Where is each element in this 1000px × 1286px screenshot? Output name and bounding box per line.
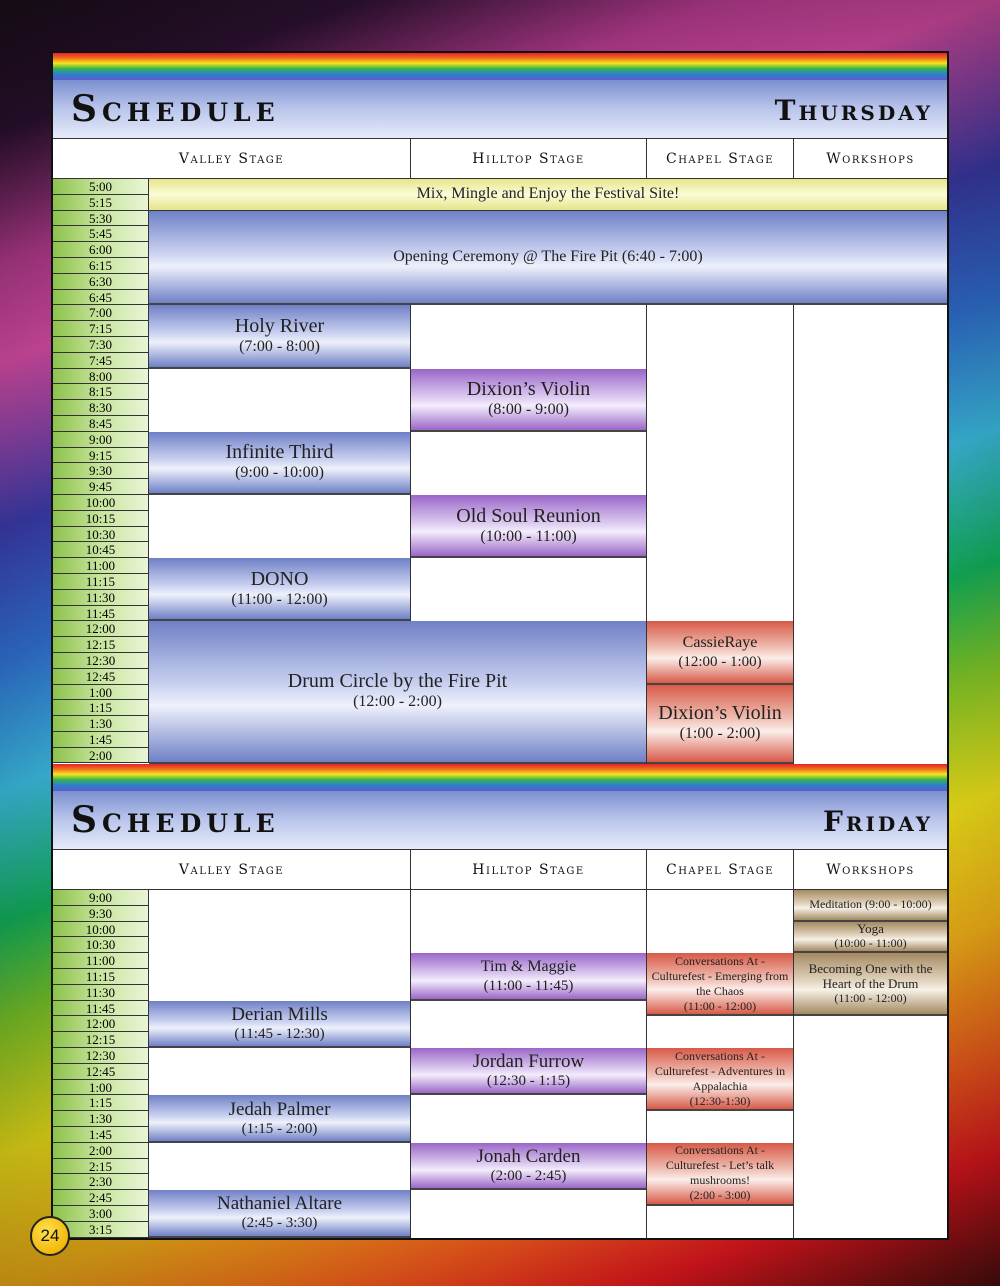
event-time: (11:45 - 12:30) <box>234 1025 325 1042</box>
event-name: Yoga <box>857 921 884 937</box>
stage-header-workshops: Workshops <box>793 139 947 178</box>
time-slot: 7:45 <box>53 353 149 369</box>
event-name: Conversations At - Culturefest - Adventures in Appalachia <box>654 1048 786 1093</box>
event-name: Dixion’s Violin <box>466 378 591 401</box>
time-slot: 12:00 <box>53 621 149 637</box>
time-slot: 11:45 <box>53 606 149 622</box>
event-block <box>411 953 646 1000</box>
event-time: (12:30 - 1:15) <box>486 1073 571 1090</box>
event-block <box>149 1001 410 1048</box>
time-column <box>53 890 149 1238</box>
event-block <box>149 305 410 368</box>
time-slot: 7:00 <box>53 305 149 321</box>
time-slot: 9:15 <box>53 448 149 464</box>
day-title: Friday <box>823 805 933 838</box>
time-slot: 7:30 <box>53 337 149 353</box>
time-slot: 1:45 <box>53 732 149 748</box>
event-name: Becoming One with the Heart of the Drum <box>808 961 933 992</box>
time-slot: 11:00 <box>53 558 149 574</box>
time-slot: 10:45 <box>53 542 149 558</box>
event-time: (12:00 - 2:00) <box>353 693 442 711</box>
event-block <box>647 621 793 684</box>
event-block <box>149 179 947 211</box>
event-name: Opening Ceremony @ The Fire Pit (6:40 - 7:00) <box>393 247 703 265</box>
thursday-grid <box>53 179 947 764</box>
event-block <box>411 1143 646 1190</box>
event-time: (8:00 - 9:00) <box>488 401 569 419</box>
event-name: Drum Circle by the Fire Pit <box>287 670 508 693</box>
event-block <box>149 432 410 495</box>
time-slot: 11:30 <box>53 985 149 1001</box>
stage-header-row <box>53 850 947 890</box>
event-block <box>149 211 947 306</box>
event-name: Conversations At - Culturefest - Let’s talk mushrooms! <box>665 1143 775 1188</box>
time-slot: 5:15 <box>53 195 149 211</box>
time-slot: 2:45 <box>53 1190 149 1206</box>
time-slot: 1:30 <box>53 1111 149 1127</box>
time-slot: 3:15 <box>53 1222 149 1238</box>
title-bar <box>53 80 947 139</box>
event-block <box>647 1048 793 1111</box>
time-slot: 3:00 <box>53 1206 149 1222</box>
time-slot: 1:30 <box>53 716 149 732</box>
schedule-title: Schedule <box>71 88 280 130</box>
time-slot: 9:00 <box>53 432 149 448</box>
stage-header-chapel: Chapel Stage <box>646 850 793 889</box>
thursday-panel <box>53 53 947 764</box>
time-slot: 1:00 <box>53 1080 149 1096</box>
stage-header-hilltop: Hilltop Stage <box>410 139 646 178</box>
event-block <box>149 1190 410 1237</box>
time-slot: 11:15 <box>53 574 149 590</box>
event-block <box>794 922 947 954</box>
schedule-title: Schedule <box>71 799 280 841</box>
time-slot: 1:15 <box>53 1095 149 1111</box>
event-name: DONO <box>250 567 309 590</box>
title-bar <box>53 791 947 850</box>
time-slot: 6:45 <box>53 290 149 306</box>
rainbow-stripe <box>53 53 947 80</box>
time-slot: 12:15 <box>53 637 149 653</box>
event-time: (12:30-1:30) <box>689 1093 751 1108</box>
event-time: (1:00 - 2:00) <box>679 725 761 743</box>
event-time: (7:00 - 8:00) <box>239 337 320 355</box>
event-time: (10:00 - 11:00) <box>480 527 577 545</box>
event-name: Old Soul Reunion <box>456 504 601 527</box>
time-slot: 5:00 <box>53 179 149 195</box>
time-slot: 6:15 <box>53 258 149 274</box>
day-title: Thursday <box>774 94 933 127</box>
time-slot: 12:45 <box>53 669 149 685</box>
event-time: (11:00 - 12:00) <box>231 590 328 608</box>
event-name: Derian Mills <box>231 1003 328 1025</box>
time-slot: 10:15 <box>53 511 149 527</box>
time-slot: 10:30 <box>53 527 149 543</box>
event-block <box>411 495 646 558</box>
time-slot: 2:15 <box>53 1159 149 1175</box>
event-name: Meditation (9:00 - 10:00) <box>809 897 932 912</box>
event-name: Jonah Carden <box>476 1145 581 1167</box>
time-slot: 11:30 <box>53 590 149 606</box>
rainbow-stripe <box>53 764 947 791</box>
time-slot: 9:45 <box>53 479 149 495</box>
event-name: Jordan Furrow <box>472 1051 585 1073</box>
time-slot: 6:00 <box>53 242 149 258</box>
event-name: Jedah Palmer <box>228 1098 331 1120</box>
event-block <box>149 621 646 763</box>
time-slot: 12:00 <box>53 1016 149 1032</box>
time-slot: 11:00 <box>53 953 149 969</box>
time-slot: 10:30 <box>53 937 149 953</box>
time-slot: 2:00 <box>53 1143 149 1159</box>
page-number: 24 <box>30 1216 70 1256</box>
stage-header-hilltop: Hilltop Stage <box>410 850 646 889</box>
event-block <box>149 1095 410 1142</box>
event-time: (1:15 - 2:00) <box>241 1120 318 1137</box>
event-name: Tim & Maggie <box>480 957 577 975</box>
event-block <box>411 1048 646 1095</box>
friday-panel <box>53 764 947 1238</box>
time-slot: 2:00 <box>53 748 149 764</box>
event-name: Dixion’s Violin <box>658 702 782 725</box>
event-block <box>647 953 793 1016</box>
time-slot: 10:00 <box>53 922 149 938</box>
time-slot: 7:15 <box>53 321 149 337</box>
event-time: (11:00 - 11:45) <box>483 977 574 994</box>
time-slot: 11:15 <box>53 969 149 985</box>
time-slot: 9:30 <box>53 906 149 922</box>
event-time: (12:00 - 1:00) <box>678 653 762 670</box>
time-slot: 8:30 <box>53 400 149 416</box>
event-time: (11:00 - 12:00) <box>683 998 757 1013</box>
event-block <box>794 953 947 1016</box>
time-slot: 9:30 <box>53 463 149 479</box>
event-block <box>411 369 646 432</box>
stage-header-workshops: Workshops <box>793 850 947 889</box>
event-time: (2:45 - 3:30) <box>241 1215 318 1232</box>
time-slot: 9:00 <box>53 890 149 906</box>
friday-grid <box>53 890 947 1238</box>
time-slot: 8:00 <box>53 369 149 385</box>
event-block <box>794 890 947 922</box>
event-block <box>149 558 410 621</box>
event-name: Nathaniel Altare <box>216 1193 343 1215</box>
time-slot: 5:45 <box>53 226 149 242</box>
event-block <box>647 685 793 764</box>
time-slot: 10:00 <box>53 495 149 511</box>
stage-header-valley: Valley Stage <box>178 150 285 167</box>
time-slot: 12:15 <box>53 1032 149 1048</box>
time-slot: 5:30 <box>53 211 149 227</box>
event-time: (2:00 - 3:00) <box>689 1188 751 1203</box>
time-slot: 6:30 <box>53 274 149 290</box>
stage-header-valley: Valley Stage <box>178 861 285 878</box>
time-slot: 12:30 <box>53 653 149 669</box>
event-name: Infinite Third <box>225 441 334 464</box>
time-slot: 12:45 <box>53 1064 149 1080</box>
event-time: (2:00 - 2:45) <box>490 1167 567 1184</box>
event-name: Conversations At - Culturefest - Emerging from the Chaos <box>651 953 789 998</box>
time-slot: 1:00 <box>53 685 149 701</box>
time-slot: 1:15 <box>53 700 149 716</box>
event-time: (9:00 - 10:00) <box>235 464 324 482</box>
event-time: (11:00 - 12:00) <box>834 991 907 1006</box>
event-name: Holy River <box>234 314 325 337</box>
event-name: Mix, Mingle and Enjoy the Festival Site! <box>416 185 680 203</box>
time-slot: 8:15 <box>53 384 149 400</box>
time-slot: 8:45 <box>53 416 149 432</box>
stage-header-chapel: Chapel Stage <box>646 139 793 178</box>
time-slot: 1:45 <box>53 1127 149 1143</box>
stage-header-row <box>53 139 947 179</box>
time-slot: 2:30 <box>53 1174 149 1190</box>
schedule-frame <box>51 51 949 1240</box>
event-name: CassieRaye <box>682 633 758 651</box>
event-time: (10:00 - 11:00) <box>834 936 907 951</box>
event-block <box>647 1143 793 1206</box>
time-column <box>53 179 149 763</box>
time-slot: 12:30 <box>53 1048 149 1064</box>
time-slot: 11:45 <box>53 1001 149 1017</box>
